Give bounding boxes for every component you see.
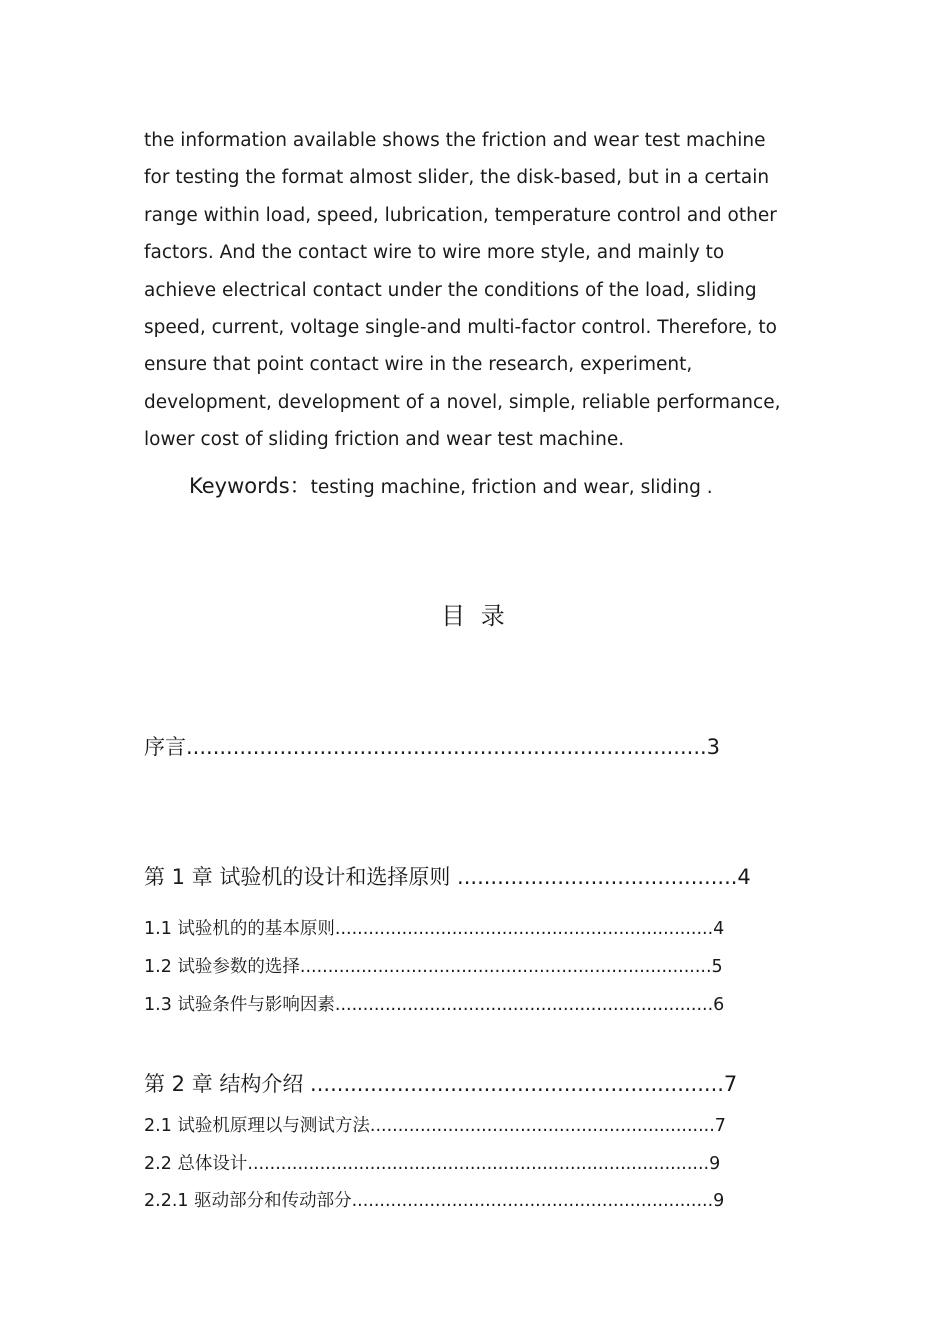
abstract-line: ensure that point contact wire in the research, experiment, — [144, 354, 693, 376]
keywords-line — [189, 470, 713, 500]
toc-entry-preface[interactable]: 序言..............................................................................3 — [144, 735, 721, 759]
abstract-line: development, development of a novel, simple, reliable performance, — [144, 391, 781, 413]
abstract-line: achieve electrical contact under the conditions of the load, sliding — [144, 279, 757, 301]
abstract-paragraph — [144, 122, 824, 459]
toc-title: 目 录 — [441, 602, 509, 630]
toc-entry-section-1-2[interactable]: 1.2 试验参数的选择..........................................................................5 — [144, 957, 723, 977]
toc-entry-section-1-3[interactable]: 1.3 试验条件与影响因素....................................................................6 — [144, 995, 725, 1015]
keywords-label: Keywords： — [189, 474, 311, 498]
abstract-line: for testing the format almost slider, the disk-based, but in a certain — [144, 167, 770, 189]
abstract-line: speed, current, voltage single-and multi-factor control. Therefore, to — [144, 317, 777, 339]
keywords-value: testing machine, friction and wear, sliding . — [310, 477, 713, 498]
abstract-line: lower cost of sliding friction and wear test machine. — [144, 429, 625, 451]
toc-entry-section-1-1[interactable]: 1.1 试验机的的基本原则....................................................................4 — [144, 919, 725, 939]
toc-entry-section-2-1[interactable]: 2.1 试验机原理以与测试方法..............................................................7 — [144, 1116, 726, 1136]
abstract-line: range within load, speed, lubrication, temperature control and other — [144, 204, 777, 226]
toc-entry-chapter-1[interactable]: 第 1 章 试验机的设计和选择原则 ..........................................4 — [144, 865, 751, 889]
abstract-line: the information available shows the friction and wear test machine — [144, 130, 766, 151]
toc-entry-chapter-2[interactable]: 第 2 章 结构介绍 ..............................................................7 — [144, 1072, 738, 1096]
toc-entry-section-2-2[interactable]: 2.2 总体设计...................................................................................9 — [144, 1154, 721, 1174]
toc-entry-section-2-2-1[interactable]: 2.2.1 驱动部分和传动部分.................................................................9 — [144, 1191, 725, 1211]
abstract-line: factors. And the contact wire to wire more style, and mainly to — [144, 242, 725, 264]
